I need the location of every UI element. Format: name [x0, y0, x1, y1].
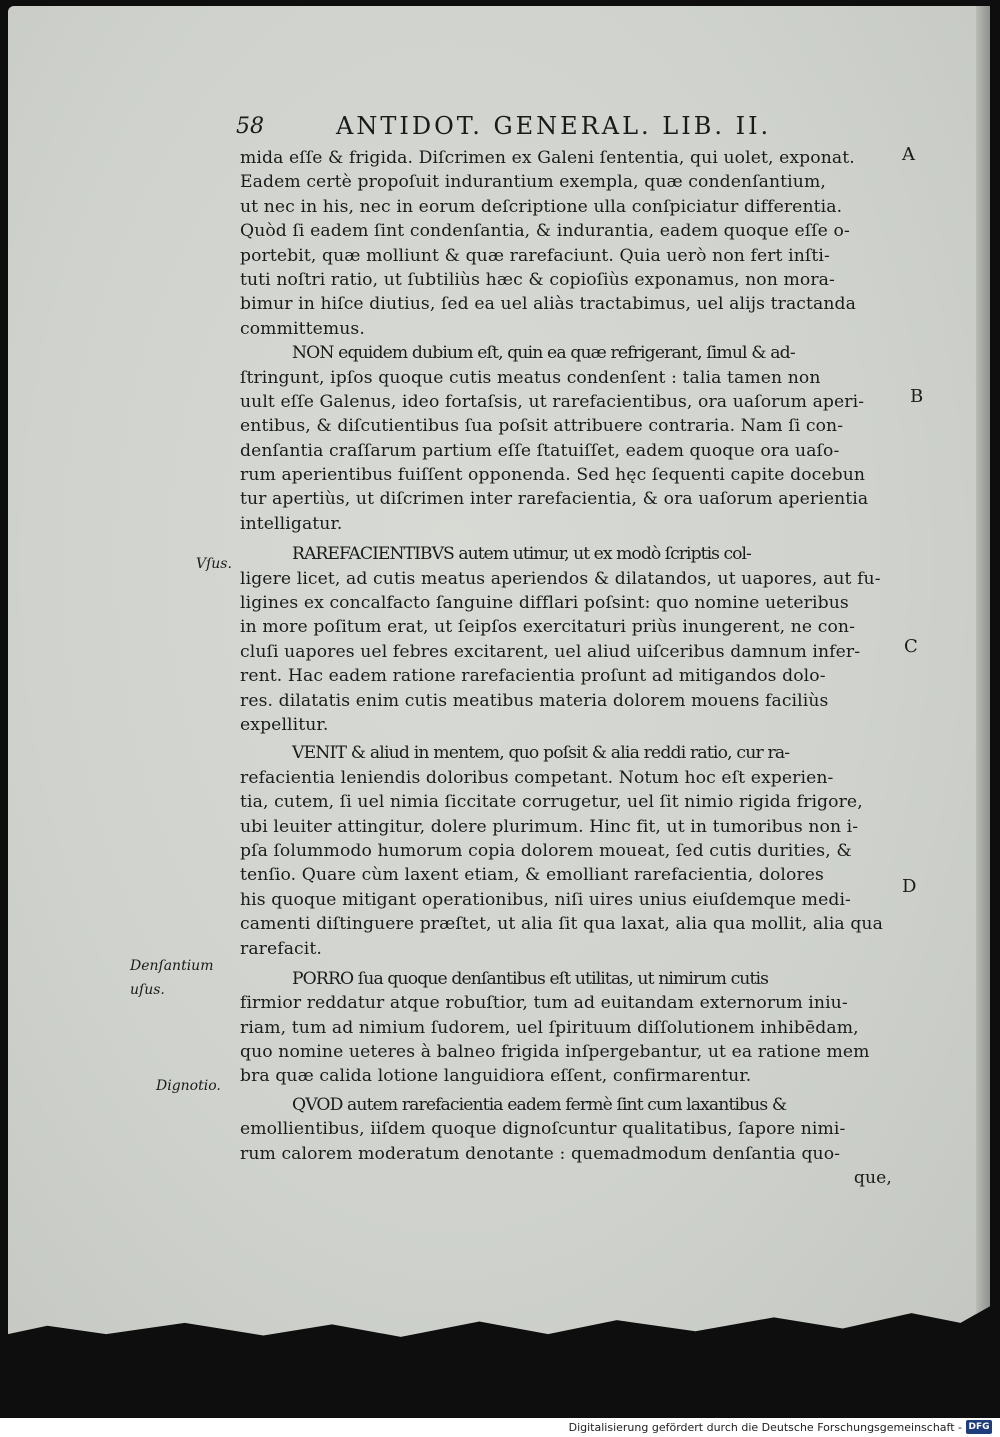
margin-letter-d: D	[902, 876, 917, 897]
margin-note-usus: Vſus.	[196, 556, 232, 572]
text-line: bimur in hiſce diutius, ſed ea uel aliàs tractabimus, uel alijs tractanda	[240, 294, 856, 315]
paragraph-start-line: QVOD autem rarefacientia eadem fermè ſint cum laxantibus &	[292, 1094, 787, 1115]
page-number: 58	[236, 114, 264, 139]
text-line: res. dilatatis enim cutis meatibus materia dolorem mouens faciliùs	[240, 690, 829, 711]
text-line: quo nomine ueteres à balneo frigida inſpergebantur, ut ea ratione mem	[240, 1042, 870, 1063]
page-header	[236, 112, 816, 146]
margin-letter-b: B	[910, 386, 924, 407]
text-line: his quoque mitigant operationibus, niſi uires unius eiuſdemque medi-	[240, 889, 851, 910]
paragraph-start-line: NON equidem dubium eſt, quin ea quæ refrigerant, ſimul & ad-	[292, 343, 795, 364]
text-line: ligines ex concalfacto ſanguine difflari poſsint: quo nomine ueteribus	[240, 593, 849, 614]
text-line: Quòd ſi eadem ſint condenſantia, & indurantia, eadem quoque eſſe o-	[240, 221, 850, 242]
text-line: camenti diſtinguere præſtet, ut alia ſit qua laxat, alia qua mollit, alia qua	[240, 914, 883, 935]
paragraph-start-line: PORRO ſua quoque denſantibus eſt utilitas, ut nimirum cutis	[292, 968, 769, 989]
text-line: bra quæ calida lotione languidiora eſſent, confirmarentur.	[240, 1066, 752, 1087]
text-line: tur apertiùs, ut diſcrimen inter rarefacientia, & ora uaſorum aperientia	[240, 489, 869, 510]
text-line: Eadem certè propoſuit indurantium exempla, quæ condenſantium,	[240, 172, 826, 193]
text-line: denſantia craſſarum partium eſſe ſtatuiſſet, eadem quoque ora uaſo-	[240, 440, 840, 461]
text-line: tuti noſtri ratio, ut ſubtiliùs hæc & copioſiùs exponamus, non mora-	[240, 269, 835, 290]
text-line: ligere licet, ad cutis meatus aperiendos & dilatandos, ut uapores, aut fu-	[240, 568, 881, 589]
running-title: ANTIDOT. GENERAL. LIB. II.	[336, 112, 772, 140]
text-line: entibus, & diſcutientibus ſua poſsit attribuere contraria. Nam ſi con-	[240, 416, 844, 437]
text-line: ſtringunt, ipſos quoque cutis meatus condenſent : talia tamen non	[240, 367, 821, 388]
text-line: rum aperientibus fuiſſent opponenda. Sed hęc ſequenti capite docebun	[240, 465, 866, 486]
text-line: uult eſſe Galenus, ideo fortaſsis, ut rarefacientibus, ora uaſorum aperi-	[240, 391, 865, 412]
text-line: cluſi uapores uel febres excitarent, uel aliud uiſceribus damnum infer-	[240, 641, 861, 662]
text-line: riam, tum ad nimium ſudorem, uel ſpirituum diſſolutionem inhibēdam,	[240, 1017, 859, 1038]
margin-letter-a: A	[902, 144, 915, 165]
page-spine-shadow	[976, 6, 990, 1404]
funding-notice: Digitalisierung gefördert durch die Deutsche Forschungsgemeinschaft -	[568, 1421, 962, 1434]
text-line: rum calorem moderatum denotante : quemadmodum denſantia quo-	[240, 1143, 841, 1164]
text-line: rent. Hac eadem ratione rarefacientia proſunt ad mitigandos dolo-	[240, 666, 826, 687]
text-line: committemus.	[240, 318, 365, 339]
paragraph-start-line: VENIT & aliud in mentem, quo poſsit & alia reddi ratio, cur ra-	[292, 743, 790, 764]
text-line: rarefacit.	[240, 938, 322, 959]
footer-bar	[0, 1418, 1000, 1437]
text-line: intelligatur.	[240, 513, 343, 534]
text-line: portebit, quæ molliunt & quæ rarefaciunt. Quia uerò non fert inſti-	[240, 245, 830, 266]
body-text	[240, 146, 898, 1190]
margin-note-dignotio: Dignotio.	[156, 1078, 221, 1094]
text-line: firmior reddatur atque robuſtior, tum ad euitandam externorum iniu-	[240, 993, 848, 1014]
text-line: ubi leuiter attingitur, dolere plurimum. Hinc fit, ut in tumoribus non i-	[240, 816, 859, 837]
text-line: tia, cutem, ſi uel nimia ſiccitate corrugetur, uel ſit nimio rigida frigore,	[240, 792, 863, 813]
catchword: que,	[853, 1168, 892, 1189]
text-line: expellitur.	[240, 714, 329, 735]
text-line: pſa ſolummodo humorum copia dolorem moueat, ſed cutis durities, &	[240, 840, 852, 861]
text-line: refacientia leniendis doloribus competant. Notum hoc eſt experien-	[240, 767, 834, 788]
text-line: ut nec in his, nec in eorum deſcriptione ulla conſpiciatur differentia.	[240, 196, 843, 217]
margin-note-densantium: Denſantium	[130, 958, 214, 974]
margin-letter-c: C	[904, 636, 918, 657]
paragraph-start-line: RAREFACIENTIBVS autem utimur, ut ex modò ſcriptis col-	[292, 544, 751, 565]
text-line: emollientibus, iiſdem quoque dignoſcuntur qualitatibus, ſapore nimi-	[240, 1119, 846, 1140]
margin-note-usus-2: uſus.	[130, 982, 165, 998]
dfg-logo: DFG	[966, 1420, 992, 1434]
text-line: in more poſitum erat, ut ſeipſos exercitaturi priùs inungerent, ne con-	[240, 617, 855, 638]
text-line: mida eſſe & frigida. Diſcrimen ex Galeni ſententia, qui uolet, exponat.	[240, 148, 855, 168]
text-line: tenſio. Quare cùm laxent etiam, & emolliant rarefacientia, dolores	[240, 865, 824, 886]
